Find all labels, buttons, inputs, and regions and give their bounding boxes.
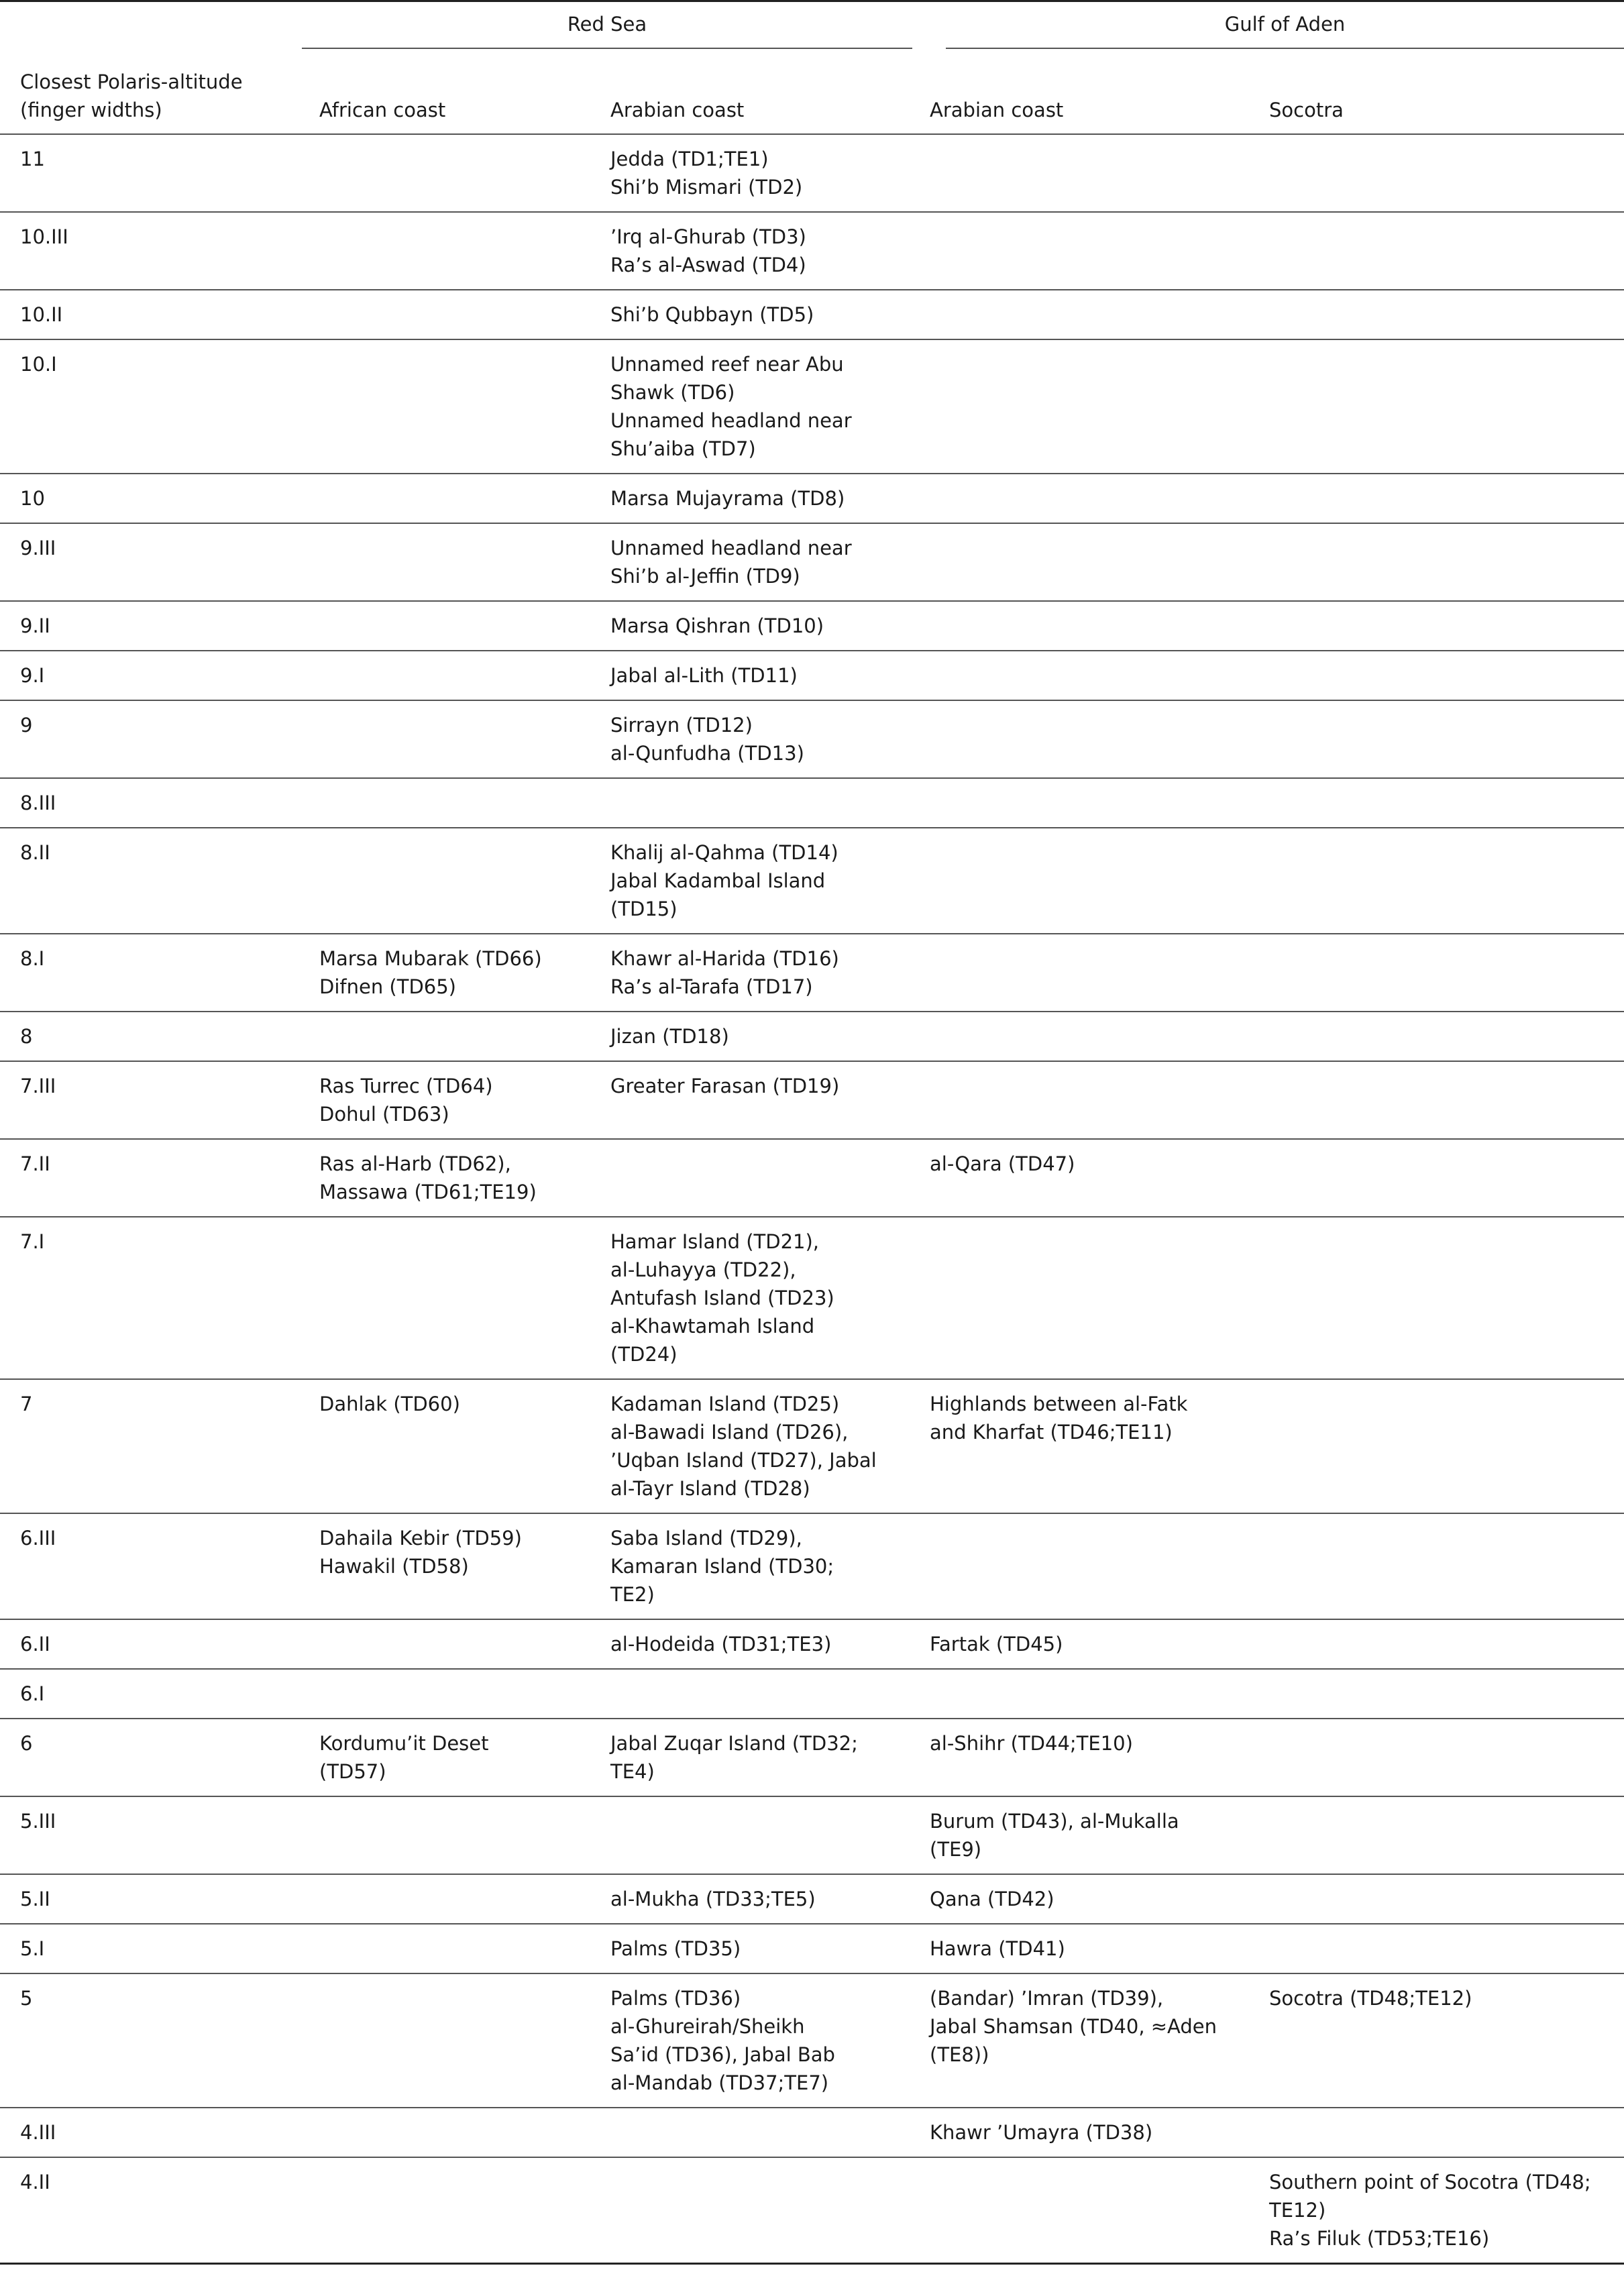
- arabian-coast-gulf-cell: [912, 1379, 1252, 1513]
- arabian-coast-gulf-cell: [912, 1924, 1252, 1973]
- socotra-cell: [1252, 601, 1624, 651]
- arabian-coast-red-sea-cell: [593, 1719, 912, 1796]
- altitude-cell: 6.II: [20, 1633, 50, 1656]
- group-header-gulf-of-aden: [912, 1, 1624, 55]
- column-header-row: [0, 54, 1624, 134]
- gulf-of-aden-label: Gulf of Aden: [1224, 13, 1346, 36]
- arabian-coast-gulf-cell: [912, 1139, 1252, 1217]
- socotra-cell: [1252, 290, 1624, 339]
- arabian-coast-gulf-cell: [912, 212, 1252, 290]
- table-row: [0, 1924, 1624, 1973]
- altitude-cell: 6.III: [20, 1527, 56, 1550]
- arabian-coast-red-sea-cell: [593, 1061, 912, 1139]
- altitude-cell: 7.II: [20, 1152, 50, 1175]
- table-row: [0, 601, 1624, 651]
- table-row: [0, 934, 1624, 1012]
- place-line: ’Uqban Island (TD27), Jabal: [610, 1449, 877, 1472]
- socotra-cell: [1252, 700, 1624, 778]
- table-row: [0, 1669, 1624, 1719]
- african-coast-cell: [302, 1139, 593, 1217]
- arabian-coast-red-sea-cell: [593, 523, 912, 601]
- socotra-cell: [1252, 1973, 1624, 2108]
- arabian-coast-red-sea-cell: [593, 1012, 912, 1061]
- arabian-coast-red-sea-cell: [593, 1874, 912, 1924]
- arabian-coast-gulf-cell: [912, 828, 1252, 934]
- place-line: Jedda (TD1;TE1): [610, 148, 769, 170]
- table-row: [0, 212, 1624, 290]
- altitude-cell: 9.I: [20, 664, 45, 687]
- place-line: Marsa Mubarak (TD66): [319, 947, 542, 970]
- african-coast-cell: [302, 651, 593, 700]
- arabian-coast-red-sea-cell: [593, 2108, 912, 2157]
- arabian-coast-gulf-cell: [912, 474, 1252, 523]
- place-line: Ra’s al-Tarafa (TD17): [610, 975, 813, 998]
- place-line: Sirrayn (TD12): [610, 714, 753, 737]
- place-line: Greater Farasan (TD19): [610, 1075, 840, 1097]
- altitude-cell: 8.I: [20, 947, 45, 970]
- arabian-coast-red-sea-cell: [593, 2157, 912, 2264]
- place-line: (TE8)): [930, 2043, 989, 2066]
- place-line: Kadaman Island (TD25): [610, 1393, 840, 1415]
- african-coast-cell: [302, 134, 593, 212]
- altitude-cell: 6: [20, 1732, 33, 1755]
- place-line: Ra’s al-Aswad (TD4): [610, 254, 806, 276]
- arabian-coast-gulf-cell: [912, 290, 1252, 339]
- place-line: Unnamed headland near: [610, 409, 852, 432]
- arabian-coast-red-sea-cell: [593, 601, 912, 651]
- place-line: Kamaran Island (TD30;: [610, 1555, 834, 1578]
- altitude-cell: 8.II: [20, 841, 50, 864]
- col-header-altitude-line1: Closest Polaris-altitude: [20, 70, 243, 93]
- socotra-cell: [1252, 1012, 1624, 1061]
- arabian-coast-gulf-cell: [912, 339, 1252, 474]
- socotra-cell: [1252, 1379, 1624, 1513]
- place-line: Fartak (TD45): [930, 1633, 1063, 1656]
- arabian-coast-gulf-cell: [912, 651, 1252, 700]
- place-line: al-Mandab (TD37;TE7): [610, 2071, 829, 2094]
- table-row: [0, 1379, 1624, 1513]
- place-line: (TD15): [610, 898, 678, 920]
- socotra-cell: [1252, 1619, 1624, 1669]
- arabian-coast-red-sea-cell: [593, 700, 912, 778]
- table-row: [0, 1061, 1624, 1139]
- table-row: [0, 778, 1624, 828]
- socotra-cell: [1252, 778, 1624, 828]
- place-line: Jabal Kadambal Island: [610, 869, 826, 892]
- table-row: [0, 1513, 1624, 1619]
- african-coast-cell: [302, 934, 593, 1012]
- place-line: Ras al-Harb (TD62),: [319, 1152, 511, 1175]
- african-coast-cell: [302, 1874, 593, 1924]
- table-row: [0, 2108, 1624, 2157]
- place-line: Unnamed headland near: [610, 537, 852, 559]
- socotra-cell: [1252, 1217, 1624, 1379]
- african-coast-cell: [302, 474, 593, 523]
- place-line: Hawra (TD41): [930, 1937, 1065, 1960]
- arabian-coast-red-sea-cell: [593, 212, 912, 290]
- place-line: Jabal al-Lith (TD11): [610, 664, 798, 687]
- place-line: Massawa (TD61;TE19): [319, 1181, 537, 1203]
- socotra-cell: [1252, 651, 1624, 700]
- place-line: Ras Turrec (TD64): [319, 1075, 493, 1097]
- socotra-cell: [1252, 1139, 1624, 1217]
- place-line: al-Khawtamah Island: [610, 1315, 815, 1338]
- place-line: Antufash Island (TD23): [610, 1287, 834, 1309]
- socotra-cell: [1252, 828, 1624, 934]
- arabian-coast-red-sea-cell: [593, 1924, 912, 1973]
- african-coast-cell: [302, 700, 593, 778]
- arabian-coast-gulf-cell: [912, 700, 1252, 778]
- altitude-cell: 8: [20, 1025, 33, 1048]
- altitude-cell: 9.III: [20, 537, 56, 559]
- place-line: Shi’b al-Jeffin (TD9): [610, 565, 800, 588]
- african-coast-cell: [302, 1061, 593, 1139]
- arabian-coast-gulf-cell: [912, 1619, 1252, 1669]
- place-line: (Bandar) ’Imran (TD39),: [930, 1987, 1164, 2010]
- place-line: Shu’aiba (TD7): [610, 437, 756, 460]
- arabian-coast-gulf-cell: [912, 1719, 1252, 1796]
- socotra-cell: [1252, 934, 1624, 1012]
- place-line: Highlands between al-Fatk: [930, 1393, 1188, 1415]
- place-line: Marsa Mujayrama (TD8): [610, 487, 845, 510]
- table-row: [0, 2157, 1624, 2264]
- arabian-coast-red-sea-cell: [593, 934, 912, 1012]
- col-header-arabian-coast-gulf: Arabian coast: [912, 54, 1252, 134]
- arabian-coast-gulf-cell: [912, 778, 1252, 828]
- col-header-african-coast: African coast: [302, 54, 593, 134]
- altitude-cell: 7: [20, 1393, 33, 1415]
- place-line: al-Qunfudha (TD13): [610, 742, 804, 765]
- group-header-empty: [0, 1, 302, 55]
- socotra-cell: [1252, 2108, 1624, 2157]
- african-coast-cell: [302, 290, 593, 339]
- table-row: [0, 290, 1624, 339]
- place-line: Saba Island (TD29),: [610, 1527, 802, 1550]
- african-coast-cell: [302, 212, 593, 290]
- socotra-cell: [1252, 1669, 1624, 1719]
- place-line: TE2): [610, 1583, 655, 1606]
- african-coast-cell: [302, 1513, 593, 1619]
- arabian-coast-gulf-cell: [912, 1874, 1252, 1924]
- place-line: Hawakil (TD58): [319, 1555, 469, 1578]
- arabian-coast-red-sea-cell: [593, 1669, 912, 1719]
- african-coast-cell: [302, 828, 593, 934]
- arabian-coast-gulf-cell: [912, 2157, 1252, 2264]
- place-line: ’Irq al-Ghurab (TD3): [610, 225, 806, 248]
- table-row: [0, 1796, 1624, 1874]
- place-line: Hamar Island (TD21),: [610, 1230, 820, 1253]
- table-row: [0, 1217, 1624, 1379]
- place-line: al-Luhayya (TD22),: [610, 1258, 796, 1281]
- place-line: (TE9): [930, 1838, 982, 1861]
- place-line: Dohul (TD63): [319, 1103, 449, 1126]
- altitude-cell: 8.III: [20, 792, 56, 814]
- african-coast-cell: [302, 1796, 593, 1874]
- socotra-cell: [1252, 474, 1624, 523]
- col-header-altitude: [0, 54, 302, 134]
- place-line: Dahlak (TD60): [319, 1393, 460, 1415]
- arabian-coast-red-sea-cell: [593, 828, 912, 934]
- arabian-coast-gulf-cell: [912, 1973, 1252, 2108]
- group-header-red-sea: [302, 1, 912, 55]
- table-row: [0, 828, 1624, 934]
- col-header-socotra: Socotra: [1252, 54, 1624, 134]
- socotra-cell: [1252, 1061, 1624, 1139]
- table-row: [0, 523, 1624, 601]
- socotra-cell: [1252, 134, 1624, 212]
- altitude-cell: 11: [20, 148, 45, 170]
- table-row: [0, 134, 1624, 212]
- place-line: Socotra (TD48;TE12): [1269, 1987, 1472, 2010]
- table-row: [0, 1012, 1624, 1061]
- african-coast-cell: [302, 1012, 593, 1061]
- arabian-coast-red-sea-cell: [593, 778, 912, 828]
- place-line: Palms (TD35): [610, 1937, 741, 1960]
- place-line: Khawr ’Umayra (TD38): [930, 2121, 1153, 2144]
- altitude-cell: 5.I: [20, 1937, 45, 1960]
- african-coast-cell: [302, 2108, 593, 2157]
- place-line: al-Mukha (TD33;TE5): [610, 1888, 816, 1910]
- socotra-cell: [1252, 212, 1624, 290]
- altitude-cell: 9: [20, 714, 33, 737]
- place-line: Difnen (TD65): [319, 975, 456, 998]
- arabian-coast-gulf-cell: [912, 1796, 1252, 1874]
- african-coast-cell: [302, 1924, 593, 1973]
- place-line: al-Shihr (TD44;TE10): [930, 1732, 1133, 1755]
- group-header-row: [0, 1, 1624, 55]
- place-line: Unnamed reef near Abu: [610, 353, 844, 376]
- arabian-coast-red-sea-cell: [593, 651, 912, 700]
- socotra-cell: [1252, 1924, 1624, 1973]
- altitude-cell: 10: [20, 487, 45, 510]
- col-header-altitude-line2: (finger widths): [20, 99, 162, 121]
- place-line: TE4): [610, 1760, 655, 1783]
- table-row: [0, 700, 1624, 778]
- gulf-of-aden-rule: [946, 48, 1624, 49]
- altitude-cell: 5.II: [20, 1888, 50, 1910]
- altitude-cell: 4.II: [20, 2171, 50, 2193]
- place-line: Ra’s Filuk (TD53;TE16): [1269, 2227, 1490, 2250]
- place-line: Jizan (TD18): [610, 1025, 729, 1048]
- place-line: Jabal Zuqar Island (TD32;: [610, 1732, 858, 1755]
- table-row: [0, 1874, 1624, 1924]
- arabian-coast-red-sea-cell: [593, 1619, 912, 1669]
- col-header-arabian-coast-red-sea: Arabian coast: [593, 54, 912, 134]
- red-sea-rule: [302, 48, 912, 49]
- table-body: [0, 134, 1624, 2264]
- table-row: [0, 1619, 1624, 1669]
- african-coast-cell: [302, 1669, 593, 1719]
- table-row: [0, 1719, 1624, 1796]
- place-line: Kordumu’it Deset: [319, 1732, 489, 1755]
- place-line: al-Bawadi Island (TD26),: [610, 1421, 849, 1444]
- arabian-coast-gulf-cell: [912, 1012, 1252, 1061]
- place-line: Shi’b Qubbayn (TD5): [610, 303, 814, 326]
- altitude-cell: 5: [20, 1987, 33, 2010]
- altitude-cell: 10.II: [20, 303, 63, 326]
- arabian-coast-gulf-cell: [912, 934, 1252, 1012]
- place-line: Marsa Qishran (TD10): [610, 614, 824, 637]
- table-row: [0, 1973, 1624, 2108]
- arabian-coast-red-sea-cell: [593, 1217, 912, 1379]
- place-line: Shi’b Mismari (TD2): [610, 176, 803, 199]
- altitude-cell: 10.III: [20, 225, 68, 248]
- arabian-coast-red-sea-cell: [593, 1513, 912, 1619]
- socotra-cell: [1252, 1513, 1624, 1619]
- african-coast-cell: [302, 1217, 593, 1379]
- african-coast-cell: [302, 778, 593, 828]
- place-line: (TD57): [319, 1760, 386, 1783]
- altitude-cell: 4.III: [20, 2121, 56, 2144]
- place-line: al-Ghureirah/Sheikh: [610, 2015, 805, 2038]
- table-row: [0, 1139, 1624, 1217]
- red-sea-label: Red Sea: [567, 13, 647, 36]
- arabian-coast-gulf-cell: [912, 1669, 1252, 1719]
- arabian-coast-red-sea-cell: [593, 1973, 912, 2108]
- place-line: Southern point of Socotra (TD48;: [1269, 2171, 1591, 2193]
- arabian-coast-red-sea-cell: [593, 1139, 912, 1217]
- african-coast-cell: [302, 1719, 593, 1796]
- place-line: Dahaila Kebir (TD59): [319, 1527, 522, 1550]
- place-line: Jabal Shamsan (TD40, ≈Aden: [930, 2015, 1217, 2038]
- african-coast-cell: [302, 1379, 593, 1513]
- african-coast-cell: [302, 1619, 593, 1669]
- african-coast-cell: [302, 1973, 593, 2108]
- place-line: Khalij al-Qahma (TD14): [610, 841, 838, 864]
- place-line: and Kharfat (TD46;TE11): [930, 1421, 1173, 1444]
- african-coast-cell: [302, 523, 593, 601]
- place-line: (TD24): [610, 1343, 678, 1366]
- african-coast-cell: [302, 339, 593, 474]
- arabian-coast-red-sea-cell: [593, 1796, 912, 1874]
- table-row: [0, 651, 1624, 700]
- table-row: [0, 339, 1624, 474]
- place-line: TE12): [1269, 2199, 1326, 2222]
- socotra-cell: [1252, 2157, 1624, 2264]
- arabian-coast-red-sea-cell: [593, 290, 912, 339]
- altitude-cell: 10.I: [20, 353, 57, 376]
- altitude-cell: 9.II: [20, 614, 50, 637]
- place-line: Sa’id (TD36), Jabal Bab: [610, 2043, 835, 2066]
- arabian-coast-gulf-cell: [912, 1513, 1252, 1619]
- arabian-coast-gulf-cell: [912, 523, 1252, 601]
- place-line: Qana (TD42): [930, 1888, 1054, 1910]
- socotra-cell: [1252, 1796, 1624, 1874]
- arabian-coast-gulf-cell: [912, 134, 1252, 212]
- place-line: al-Qara (TD47): [930, 1152, 1075, 1175]
- place-line: Palms (TD36): [610, 1987, 741, 2010]
- african-coast-cell: [302, 2157, 593, 2264]
- arabian-coast-red-sea-cell: [593, 1379, 912, 1513]
- table-row: [0, 474, 1624, 523]
- arabian-coast-red-sea-cell: [593, 339, 912, 474]
- place-line: al-Tayr Island (TD28): [610, 1477, 810, 1500]
- socotra-cell: [1252, 523, 1624, 601]
- place-line: al-Hodeida (TD31;TE3): [610, 1633, 832, 1656]
- arabian-coast-red-sea-cell: [593, 474, 912, 523]
- altitude-cell: 5.III: [20, 1810, 56, 1833]
- socotra-cell: [1252, 1874, 1624, 1924]
- altitude-cell: 7.I: [20, 1230, 45, 1253]
- place-line: Burum (TD43), al-Mukalla: [930, 1810, 1179, 1833]
- arabian-coast-gulf-cell: [912, 2108, 1252, 2157]
- arabian-coast-gulf-cell: [912, 1217, 1252, 1379]
- arabian-coast-gulf-cell: [912, 1061, 1252, 1139]
- arabian-coast-red-sea-cell: [593, 134, 912, 212]
- place-line: Shawk (TD6): [610, 381, 735, 404]
- altitude-cell: 6.I: [20, 1682, 45, 1705]
- african-coast-cell: [302, 601, 593, 651]
- place-line: Khawr al-Harida (TD16): [610, 947, 839, 970]
- socotra-cell: [1252, 339, 1624, 474]
- arabian-coast-gulf-cell: [912, 601, 1252, 651]
- socotra-cell: [1252, 1719, 1624, 1796]
- altitude-cell: 7.III: [20, 1075, 56, 1097]
